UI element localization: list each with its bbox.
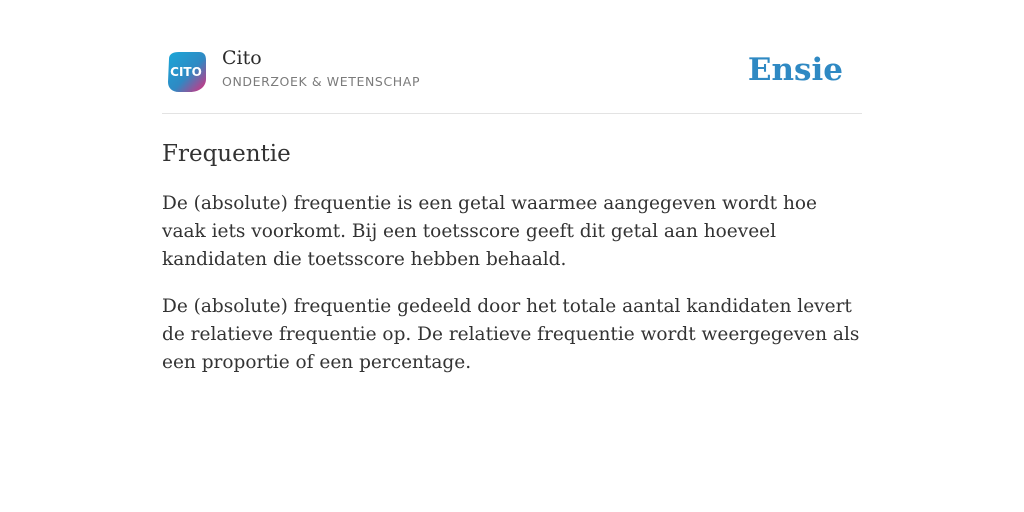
ensie-link[interactable]: Ensie — [747, 52, 843, 88]
definition-card — [162, 40, 862, 377]
brand-name[interactable]: Cito — [222, 47, 262, 69]
logo-text: CITO — [170, 65, 202, 79]
card-header — [162, 40, 862, 114]
entry-title: Frequentie — [162, 141, 291, 167]
definition-paragraph: De (absolute) frequentie gedeeld door het totale aantal kandidaten levert de relatieve frequentie op. De relatieve frequentie wordt weergegeven als een proportie of een percentage. — [162, 296, 860, 373]
cito-logo[interactable] — [165, 51, 207, 93]
brand-subtitle: ONDERZOEK & WETENSCHAP — [222, 74, 421, 89]
definition-paragraph: De (absolute) frequentie is een getal waarmee aangegeven wordt hoe vaak iets voorkomt. Bij een toetsscore geeft dit getal aan hoeveel kandidaten die toetsscore hebben behaald. — [162, 193, 817, 270]
